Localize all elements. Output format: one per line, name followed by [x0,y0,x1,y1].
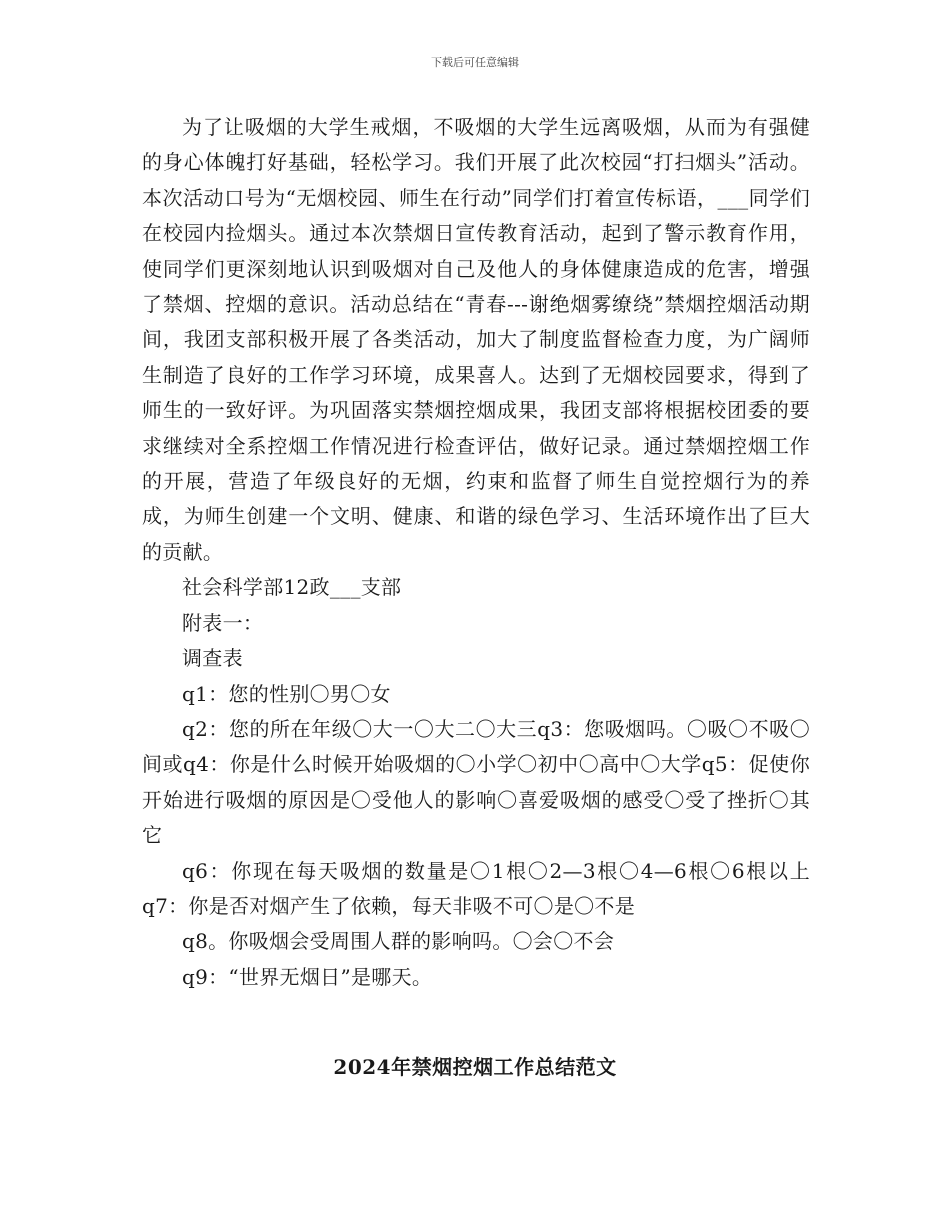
question-q6-q7: q6：你现在每天吸烟的数量是〇1根〇2—3根〇4—6根〇6根以上q7：你是否对烟产生了依赖，每天非吸不可〇是〇不是 [142,858,810,918]
signature-line: 社会科学部12政___支部 [182,575,402,600]
question-q1: q1：您的性别〇男〇女 [182,681,391,706]
question-q9: q9：“世界无烟日”是哪天。 [182,964,433,989]
survey-title: 调查表 [182,646,243,671]
header-note: 下载后可任意编辑 [431,56,519,69]
appendix-label: 附表一： [182,610,264,635]
section-title: 2024年禁烟控烟工作总结范文 [333,1055,617,1079]
question-q2-q5: q2：您的所在年级〇大一〇大二〇大三q3：您吸烟吗。〇吸〇不吸〇间或q4：你是什么时候开始吸烟的〇小学〇初中〇高中〇大学q5：促使你开始进行吸烟的原因是〇受他人的影响〇喜爱吸烟的感受〇受了挫折〇其它 [142,716,810,848]
question-q8: q8。你吸烟会受周围人群的影响吗。〇会〇不会 [182,929,615,954]
intro-paragraph: 为了让吸烟的大学生戒烟，不吸烟的大学生远离吸烟，从而为有强健的身心体魄打好基础，轻松学习。我们开展了此次校园“打扫烟头”活动。本次活动口号为“无烟校园、师生在行动”同学们打着宣传标语，___同学们在校园内捡烟头。通过本次禁烟日宣传教育活动，起到了警示教育作用，使同学们更深刻地认识到吸烟对自己及他人的身体健康造成的危害，增强了禁烟、控烟的意识。活动总结在“青春---谢绝烟雾缭绕”禁烟控烟活动期间，我团支部积极开展了各类活动，加大了制度监督检查力度，为广阔师生制造了良好的工作学习环境，成果喜人。达到了无烟校园要求，得到了师生的一致好评。为巩固落实禁烟控烟成果，我团支部将根据校团委的要求继续对全系控烟工作情况进行检查评估，做好记录。通过禁烟控烟工作的开展，营造了年级良好的无烟，约束和监督了师生自觉控烟行为的养成，为师生创建一个文明、健康、和谐的绿色学习、生活环境作出了巨大的贡献。 [142,115,810,564]
document-body [142,110,810,995]
